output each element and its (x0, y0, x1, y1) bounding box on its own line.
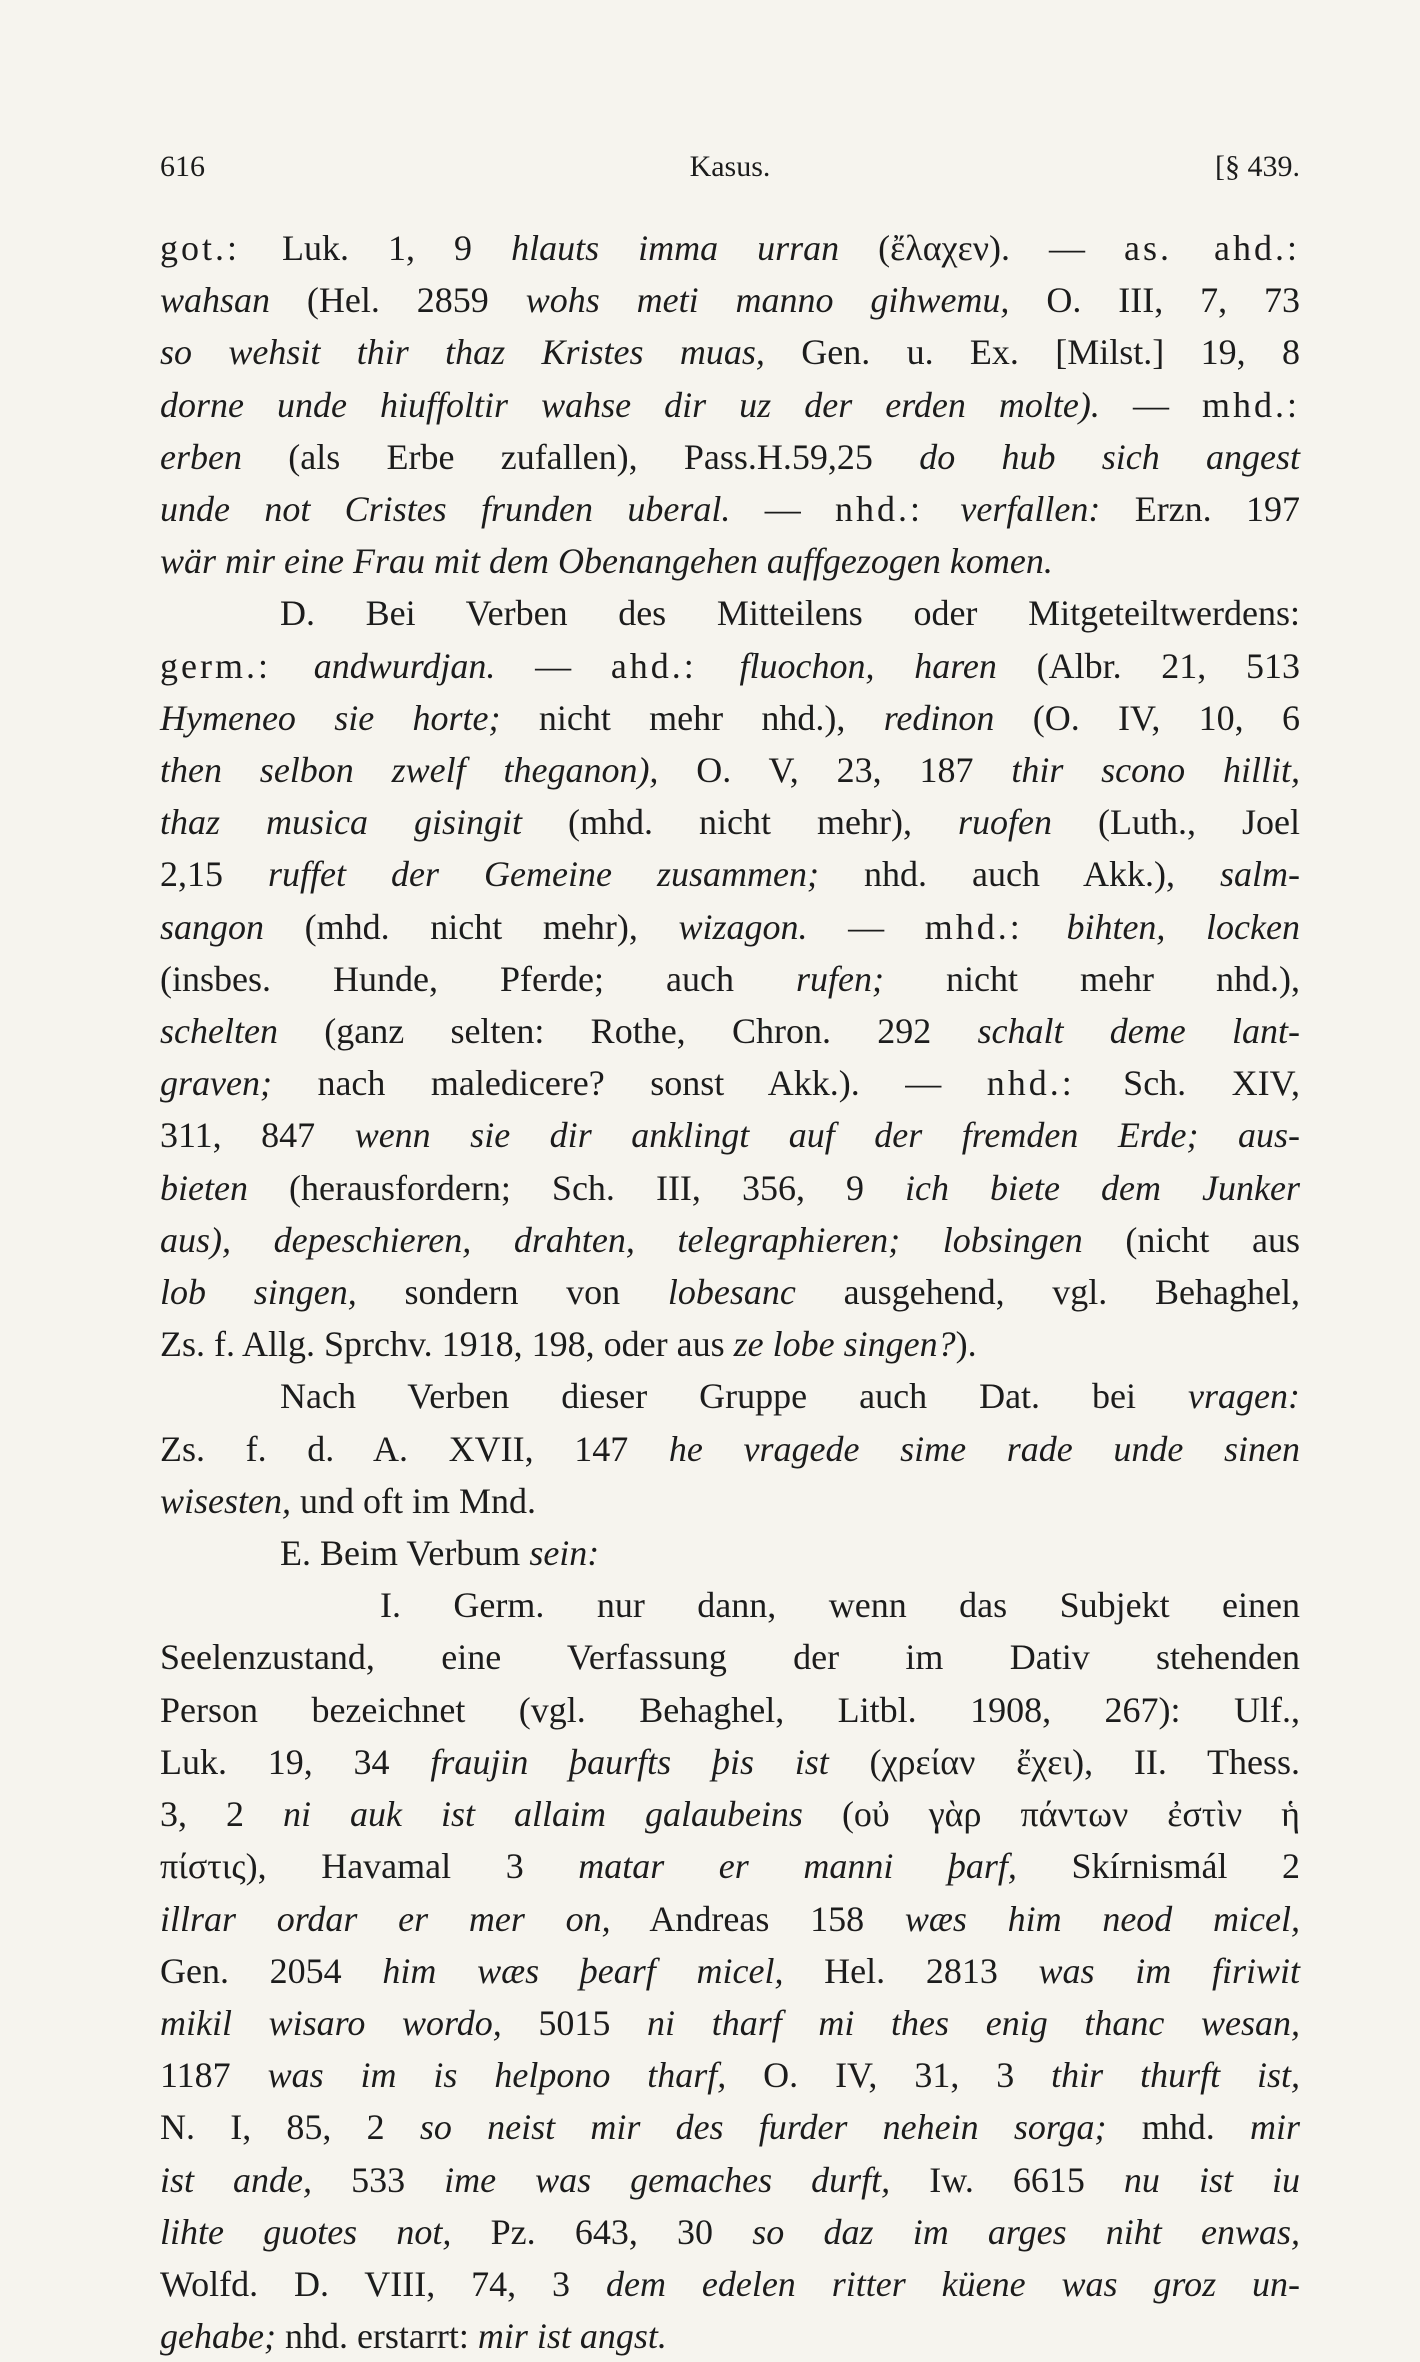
text-line (160, 587, 1300, 639)
italic-text: mir ist angst. (477, 2316, 667, 2357)
text-segment: (χρείαν ἔχει), II. Thess. (828, 1741, 1300, 1782)
italic-text: schelten (160, 1011, 278, 1052)
italic-text: wohs meti manno gihwemu, (525, 280, 1010, 321)
text-segment: O. III, 7, 73 (1009, 280, 1300, 321)
text-line (160, 326, 1300, 378)
italic-text: bihten, locken (1066, 906, 1300, 947)
italic-text: fluochon, haren (739, 645, 997, 686)
text-line (160, 901, 1300, 953)
italic-text: so daz im arges niht enwas, (752, 2211, 1301, 2252)
italic-text: he vragede sime rade unde sinen (668, 1428, 1300, 1469)
text-line (160, 1214, 1300, 1266)
text-segment: mhd.: (1201, 384, 1300, 425)
text-segment (1198, 1115, 1238, 1155)
text-segment: Zs. f. Allg. Sprchv. 1918, 198, oder aus (160, 1324, 734, 1365)
text-segment: — (495, 645, 611, 686)
paragraph-p2 (160, 587, 1300, 1370)
paragraph-p4 (160, 1527, 1300, 1579)
italic-text: wahsan (160, 280, 271, 321)
italic-text: wisesten, (160, 1480, 291, 1521)
text-segment: got.: (160, 228, 283, 268)
text-line (160, 2154, 1300, 2206)
text-line (160, 1109, 1300, 1161)
text-segment: Wolfd. D. VIII, 74, 3 (160, 2263, 606, 2304)
italic-text: thaz musica gisingit (160, 802, 523, 843)
italic-text: bieten (160, 1167, 248, 1208)
text-line (160, 483, 1300, 535)
italic-text: ni tharf mi thes enig thanc wesan, (647, 2002, 1301, 2043)
text-line (160, 1318, 1300, 1370)
text-segment: 1187 (160, 2055, 268, 2096)
text-segment: (mhd. nicht mehr), (264, 906, 679, 947)
text-line (160, 1736, 1300, 1788)
text-line (160, 1527, 1300, 1579)
text-segment: nicht mehr nhd.), (883, 958, 1300, 999)
paragraph-p1 (160, 222, 1300, 587)
text-segment: 2,15 (160, 854, 269, 895)
text-segment: Gen. u. Ex. [Milst.] 19, 8 (764, 332, 1300, 373)
italic-text: andwurdjan. (313, 645, 496, 686)
text-segment: mhd.: (924, 906, 1067, 947)
text-segment: Luk. 19, 34 (160, 1741, 431, 1782)
italic-text: dem edelen ritter küene was groz un- (605, 2263, 1300, 2304)
text-line (160, 1945, 1300, 1997)
italic-text: so wehsit thir thaz Kristes muas, (160, 332, 765, 373)
text-line (160, 1057, 1300, 1109)
italic-text: ich biete dem Junker (905, 1167, 1300, 1208)
italic-text: salm- (1220, 854, 1300, 895)
italic-text: then selbon zwelf theganon), (160, 750, 659, 791)
text-line (160, 1423, 1300, 1475)
text-line (160, 1475, 1300, 1527)
italic-text: ruffet der Gemeine zusammen; (268, 854, 819, 895)
text-segment: 5015 (501, 2002, 648, 2043)
italic-text: matar er manni þarf, (578, 1846, 1017, 1887)
body-text (160, 222, 1300, 2362)
text-segment: (ἔλαχεν). — (839, 228, 1124, 268)
text-segment: Iw. 6615 (890, 2159, 1124, 2200)
text-segment: Gen. 2054 (160, 1950, 383, 1991)
text-segment: 311, 847 (160, 1115, 355, 1156)
text-line (160, 222, 1300, 274)
text-segment: — (1099, 384, 1202, 425)
text-line (160, 2101, 1300, 2153)
italic-text: graven; (160, 1063, 272, 1104)
text-line (160, 1840, 1300, 1892)
italic-text: lob singen, (160, 1272, 357, 1313)
italic-text: wär mir eine Frau mit dem Obenangehen auffgezogen komen. (160, 541, 1053, 582)
text-segment: (O. IV, 10, 6 (994, 697, 1300, 738)
text-segment: ahd.: (610, 645, 740, 686)
text-segment: — (730, 489, 836, 530)
text-line (160, 2206, 1300, 2258)
page-number: 616 (160, 150, 205, 183)
italic-text: ist ande, (160, 2159, 313, 2200)
text-segment: Skírnismál 2 (1016, 1846, 1301, 1887)
text-segment: nhd.: (986, 1063, 1124, 1104)
text-line (160, 2258, 1300, 2310)
text-segment: ausgehend, vgl. Behaghel, (795, 1272, 1300, 1313)
text-segment: I. Germ. nur dann, wenn das Subjekt einen (380, 1585, 1300, 1626)
text-segment: Sch. XIV, (1123, 1063, 1300, 1104)
text-line (160, 1631, 1300, 1683)
text-line (160, 2049, 1300, 2101)
italic-text: wizagon. (678, 906, 808, 947)
italic-text: thir thurft ist, (1051, 2055, 1301, 2096)
italic-text: erben (160, 436, 242, 477)
text-segment: — (807, 906, 925, 947)
text-line (160, 953, 1300, 1005)
text-segment: Hel. 2813 (783, 1950, 1039, 1991)
text-segment: mhd. (1106, 2107, 1250, 2148)
text-segment: (insbes. Hunde, Pferde; auch (160, 958, 796, 999)
text-segment: Andreas 158 (610, 1898, 905, 1939)
text-line (160, 1579, 1300, 1631)
italic-text: so neist mir des furder nehein sorga; (419, 2107, 1107, 2148)
italic-text: vragen: (1188, 1376, 1300, 1417)
italic-text: sein: (529, 1533, 600, 1574)
text-segment: E. Beim Verbum (280, 1533, 530, 1574)
italic-text: rufen; (795, 958, 884, 999)
text-line (160, 274, 1300, 326)
italic-text: ze lobe singen? (733, 1324, 956, 1365)
text-segment: O. IV, 31, 3 (726, 2055, 1052, 2096)
italic-text: thir scono hillit, (1011, 750, 1300, 791)
text-segment: Person bezeichnet (vgl. Behaghel, Litbl. 1908, 267): Ulf., (160, 1689, 1300, 1730)
paragraph-p3 (160, 1370, 1300, 1527)
text-segment: germ.: (160, 645, 314, 686)
italic-text: was im is helpono tharf, (267, 2055, 727, 2096)
italic-text: ni auk ist allaim galaubeins (282, 1794, 803, 1835)
text-segment: (ganz selten: Rothe, Chron. 292 (277, 1011, 978, 1052)
italic-text: unde not Cristes frunden uberal. (160, 489, 731, 530)
italic-text: do hub sich angest (919, 436, 1300, 477)
text-segment: (Luth., Joel (1051, 802, 1300, 843)
section-reference: [§ 439. (1215, 150, 1300, 183)
italic-text: sangon (160, 906, 265, 947)
italic-text: aus- (1238, 1115, 1300, 1156)
text-segment: Erzn. 197 (1100, 489, 1301, 530)
text-segment: D. Bei Verben des Mitteilens oder Mitgeteiltwerdens: (280, 593, 1300, 634)
italic-text: dorne unde hiuffoltir wahse dir uz der erden molte). (160, 384, 1100, 425)
italic-text: redinon (883, 697, 995, 738)
italic-text: was im firiwit (1038, 1950, 1300, 1991)
text-segment: nhd. erstarrt: (275, 2316, 478, 2357)
text-line (160, 2310, 1300, 2362)
text-segment: Seelenzustand, eine Verfassung der im Dativ stehenden (160, 1637, 1300, 1678)
text-segment: sondern von (356, 1272, 668, 1313)
italic-text: gehabe; (160, 2316, 276, 2357)
italic-text: mir (1249, 2107, 1300, 2148)
text-segment: N. I, 85, 2 (160, 2107, 420, 2148)
text-line (160, 379, 1300, 431)
italic-text: wenn sie dir anklingt auf der fremden Erde; (354, 1115, 1199, 1156)
text-segment: πίστις), Havamal 3 (160, 1846, 579, 1887)
text-segment: (als Erbe zufallen), Pass.H.59,25 (241, 436, 920, 477)
text-segment: Pz. 643, 30 (451, 2211, 753, 2252)
text-line (160, 1893, 1300, 1945)
text-segment: (nicht aus (1082, 1219, 1300, 1260)
text-line (160, 744, 1300, 796)
text-line (160, 640, 1300, 692)
italic-text: Hymeneo sie horte; (160, 697, 501, 738)
text-segment: as. ahd.: (1124, 228, 1300, 268)
text-segment: (mhd. nicht mehr), (522, 802, 958, 843)
italic-text: ime was gemaches durft, (444, 2159, 891, 2200)
text-segment: (herausfordern; Sch. III, 356, 9 (247, 1167, 906, 1208)
text-line (160, 848, 1300, 900)
text-line (160, 535, 1300, 587)
text-line (160, 431, 1300, 483)
italic-text: lihte guotes not, (160, 2211, 452, 2252)
text-segment: nach maledicere? sonst Akk.). — (271, 1063, 987, 1104)
italic-text: verfallen: (960, 489, 1101, 530)
text-line (160, 1788, 1300, 1840)
italic-text: nu ist iu (1123, 2159, 1301, 2200)
italic-text: lobesanc (667, 1272, 796, 1313)
text-segment: nicht mehr nhd.), (500, 697, 884, 738)
text-segment: (οὐ γὰρ πάντων ἐστὶν ἡ (802, 1794, 1300, 1835)
text-line (160, 1370, 1300, 1422)
text-segment: 533 (312, 2159, 445, 2200)
text-segment: 3, 2 (160, 1794, 283, 1835)
text-line (160, 1997, 1300, 2049)
italic-text: wæs him neod micel, (904, 1898, 1301, 1939)
text-segment: nhd.: (835, 489, 961, 530)
text-line (160, 796, 1300, 848)
text-segment: ). (955, 1324, 977, 1365)
text-segment: Luk. 1, 9 (282, 228, 512, 268)
text-line (160, 1005, 1300, 1057)
text-segment: (Albr. 21, 513 (996, 645, 1301, 686)
italic-text: ruofen (957, 802, 1052, 843)
italic-text: him wæs þearf micel, (382, 1950, 784, 1991)
text-segment: Nach Verben dieser Gruppe auch Dat. bei (280, 1376, 1189, 1417)
text-segment: O. V, 23, 187 (658, 750, 1012, 791)
text-segment: Zs. f. d. A. XVII, 147 (160, 1428, 669, 1469)
paragraph-p5 (160, 1579, 1300, 2362)
italic-text: illrar ordar er mer on, (160, 1898, 611, 1939)
italic-text: aus), depeschieren, drahten, telegraphieren; lobsingen (160, 1219, 1083, 1260)
text-segment: nhd. auch Akk.), (818, 854, 1220, 895)
italic-text: mikil wisaro wordo, (160, 2002, 502, 2043)
text-line (160, 692, 1300, 744)
text-segment: (Hel. 2859 (270, 280, 526, 321)
text-line (160, 1684, 1300, 1736)
text-segment: und oft im Mnd. (291, 1480, 537, 1521)
italic-text: fraujin þaurfts þis ist (430, 1741, 829, 1782)
italic-text: schalt deme lant- (977, 1011, 1300, 1052)
running-head: Kasus. (689, 150, 771, 183)
italic-text: hlauts imma urran (511, 228, 840, 268)
text-line (160, 1266, 1300, 1318)
text-line (160, 1162, 1300, 1214)
page-header (160, 150, 1300, 200)
